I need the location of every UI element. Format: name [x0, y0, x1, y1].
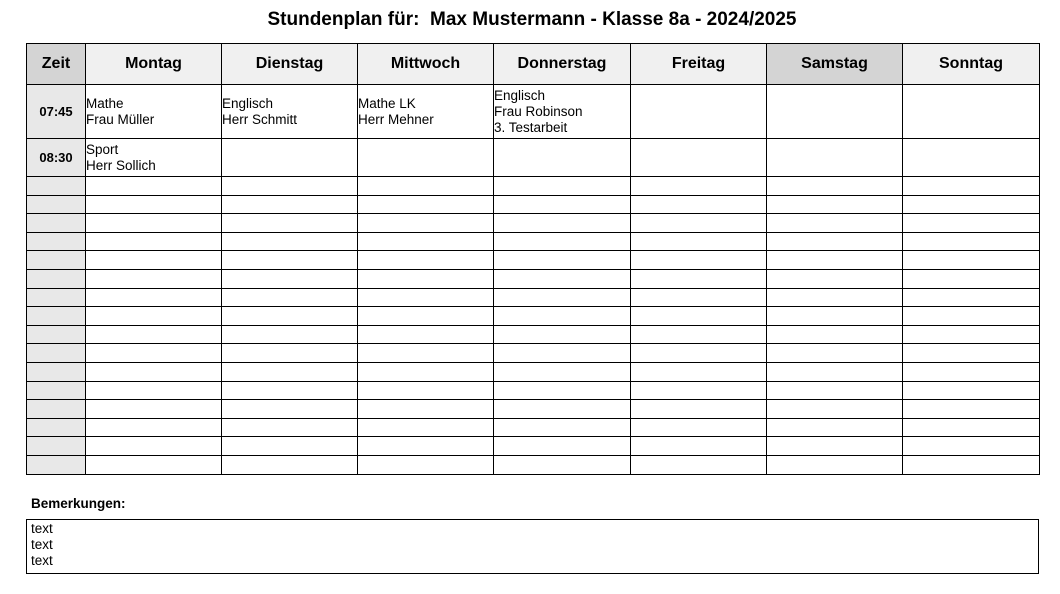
lesson-cell[interactable]	[631, 455, 767, 474]
lesson-cell[interactable]	[767, 344, 903, 363]
lesson-cell[interactable]	[767, 251, 903, 270]
lesson-cell[interactable]	[631, 307, 767, 326]
table-row	[27, 85, 1040, 139]
lesson-cell[interactable]	[903, 269, 1040, 288]
time-cell	[27, 269, 86, 288]
remarks-box[interactable]	[26, 519, 1039, 574]
lesson-cell[interactable]	[767, 418, 903, 437]
lesson-cell[interactable]	[358, 437, 494, 456]
lesson-cell[interactable]	[222, 400, 358, 419]
lesson-cell[interactable]	[631, 418, 767, 437]
lesson-cell[interactable]	[631, 251, 767, 270]
lesson-cell[interactable]	[358, 307, 494, 326]
remarks-line: text	[31, 521, 53, 536]
lesson-cell[interactable]	[767, 362, 903, 381]
lesson-cell[interactable]	[86, 381, 222, 400]
lesson-cell[interactable]	[767, 177, 903, 196]
lesson-cell[interactable]	[86, 307, 222, 326]
time-cell	[27, 400, 86, 419]
table-row	[27, 362, 1040, 381]
time-cell	[27, 251, 86, 270]
lesson-cell[interactable]	[494, 195, 631, 214]
time-cell	[27, 288, 86, 307]
lesson-cell[interactable]	[631, 288, 767, 307]
lesson-cell[interactable]	[903, 195, 1040, 214]
lesson-cell[interactable]	[494, 381, 631, 400]
lesson-cell[interactable]	[358, 251, 494, 270]
lesson-line: Englisch	[222, 95, 274, 111]
lesson-cell[interactable]	[222, 418, 358, 437]
lesson-cell[interactable]	[767, 381, 903, 400]
time-cell	[27, 214, 86, 233]
lesson-cell[interactable]	[222, 362, 358, 381]
lesson-cell[interactable]	[86, 288, 222, 307]
lesson-cell[interactable]	[86, 344, 222, 363]
table-row	[27, 251, 1040, 270]
lesson-cell[interactable]	[767, 232, 903, 251]
time-cell	[27, 362, 86, 381]
time-cell: 07:45	[27, 85, 86, 139]
time-cell	[27, 232, 86, 251]
lesson-cell[interactable]	[358, 269, 494, 288]
timetable	[26, 43, 1040, 475]
lesson-cell[interactable]	[222, 195, 358, 214]
time-cell	[27, 195, 86, 214]
lesson-cell[interactable]	[222, 344, 358, 363]
lesson-cell[interactable]	[358, 85, 494, 139]
lesson-cell[interactable]	[631, 325, 767, 344]
time-cell	[27, 307, 86, 326]
lesson-cell[interactable]	[903, 232, 1040, 251]
lesson-cell[interactable]	[86, 177, 222, 196]
table-row	[27, 344, 1040, 363]
lesson-cell[interactable]	[494, 232, 631, 251]
column-header-dienstag: Dienstag	[222, 44, 358, 85]
lesson-cell[interactable]	[358, 139, 494, 177]
lesson-cell[interactable]	[358, 418, 494, 437]
table-row	[27, 195, 1040, 214]
lesson-cell[interactable]	[767, 307, 903, 326]
column-header-montag: Montag	[86, 44, 222, 85]
timetable-body	[27, 85, 1040, 475]
lesson-cell[interactable]	[903, 437, 1040, 456]
lesson-cell[interactable]	[86, 195, 222, 214]
lesson-cell[interactable]	[631, 195, 767, 214]
table-row	[27, 232, 1040, 251]
lesson-cell[interactable]	[222, 214, 358, 233]
lesson-cell[interactable]	[494, 85, 631, 139]
lesson-cell[interactable]	[903, 362, 1040, 381]
lesson-line: Frau Müller	[86, 111, 155, 127]
table-row	[27, 325, 1040, 344]
lesson-cell[interactable]	[903, 251, 1040, 270]
column-header-zeit: Zeit	[27, 44, 86, 85]
column-header-donnerstag: Donnerstag	[494, 44, 631, 85]
lesson-cell[interactable]	[903, 344, 1040, 363]
lesson-line: Sport	[86, 141, 119, 157]
lesson-cell[interactable]	[631, 85, 767, 139]
lesson-cell[interactable]	[767, 400, 903, 419]
table-row	[27, 269, 1040, 288]
time-cell	[27, 344, 86, 363]
lesson-cell[interactable]	[494, 455, 631, 474]
lesson-cell[interactable]	[903, 455, 1040, 474]
lesson-cell[interactable]	[631, 362, 767, 381]
lesson-cell[interactable]	[358, 288, 494, 307]
lesson-cell[interactable]	[222, 139, 358, 177]
lesson-cell[interactable]	[494, 251, 631, 270]
lesson-cell[interactable]	[222, 232, 358, 251]
table-row	[27, 139, 1040, 177]
lesson-cell[interactable]	[222, 85, 358, 139]
lesson-cell[interactable]	[222, 269, 358, 288]
lesson-cell[interactable]	[222, 437, 358, 456]
lesson-cell[interactable]	[222, 251, 358, 270]
lesson-cell[interactable]	[358, 362, 494, 381]
lesson-cell[interactable]	[631, 139, 767, 177]
lesson-cell[interactable]	[903, 381, 1040, 400]
lesson-cell[interactable]	[494, 400, 631, 419]
lesson-cell[interactable]	[631, 177, 767, 196]
column-header-sonntag: Sonntag	[903, 44, 1040, 85]
lesson-cell[interactable]	[86, 455, 222, 474]
lesson-cell[interactable]	[494, 325, 631, 344]
time-cell	[27, 325, 86, 344]
time-cell: 08:30	[27, 139, 86, 177]
remarks-label: Bemerkungen:	[31, 496, 126, 511]
column-header-freitag: Freitag	[631, 44, 767, 85]
lesson-cell[interactable]	[767, 288, 903, 307]
lesson-cell[interactable]	[767, 214, 903, 233]
lesson-cell[interactable]	[222, 288, 358, 307]
column-header-mittwoch: Mittwoch	[358, 44, 494, 85]
lesson-cell[interactable]	[358, 344, 494, 363]
lesson-cell[interactable]	[494, 362, 631, 381]
lesson-cell[interactable]	[494, 177, 631, 196]
lesson-cell[interactable]	[86, 85, 222, 139]
lesson-cell[interactable]	[358, 325, 494, 344]
lesson-cell[interactable]	[767, 325, 903, 344]
lesson-cell[interactable]	[86, 251, 222, 270]
lesson-cell[interactable]	[358, 381, 494, 400]
lesson-line: Frau Robinson	[494, 103, 583, 119]
time-cell	[27, 418, 86, 437]
remarks-line: text	[31, 537, 53, 552]
table-row	[27, 418, 1040, 437]
remarks-line: text	[31, 553, 53, 568]
lesson-cell[interactable]	[631, 214, 767, 233]
lesson-cell[interactable]	[494, 288, 631, 307]
lesson-cell[interactable]	[903, 214, 1040, 233]
lesson-cell[interactable]	[222, 307, 358, 326]
time-cell	[27, 455, 86, 474]
lesson-cell[interactable]	[86, 362, 222, 381]
lesson-line: Herr Sollich	[86, 157, 156, 173]
lesson-cell[interactable]	[86, 232, 222, 251]
lesson-cell[interactable]	[86, 139, 222, 177]
lesson-cell[interactable]	[631, 344, 767, 363]
lesson-cell[interactable]	[86, 214, 222, 233]
table-row	[27, 288, 1040, 307]
table-row	[27, 437, 1040, 456]
lesson-cell[interactable]	[903, 288, 1040, 307]
time-cell	[27, 177, 86, 196]
lesson-cell[interactable]	[86, 325, 222, 344]
lesson-cell[interactable]	[767, 139, 903, 177]
lesson-cell[interactable]	[494, 437, 631, 456]
lesson-cell[interactable]	[86, 437, 222, 456]
lesson-cell[interactable]	[903, 177, 1040, 196]
table-row	[27, 214, 1040, 233]
lesson-cell[interactable]	[358, 400, 494, 419]
table-row	[27, 400, 1040, 419]
lesson-cell[interactable]	[358, 214, 494, 233]
time-cell	[27, 437, 86, 456]
lesson-cell[interactable]	[494, 269, 631, 288]
table-row	[27, 177, 1040, 196]
lesson-cell[interactable]	[767, 195, 903, 214]
table-row	[27, 455, 1040, 474]
lesson-cell[interactable]	[494, 344, 631, 363]
table-row	[27, 307, 1040, 326]
lesson-cell[interactable]	[903, 139, 1040, 177]
lesson-cell[interactable]	[903, 307, 1040, 326]
lesson-cell[interactable]	[358, 177, 494, 196]
lesson-cell[interactable]	[631, 437, 767, 456]
page-title: Stundenplan für: Max Mustermann - Klasse 8a - 2024/2025	[267, 9, 797, 30]
header-row	[27, 44, 1040, 85]
lesson-cell[interactable]	[767, 269, 903, 288]
lesson-cell[interactable]	[767, 85, 903, 139]
lesson-cell[interactable]	[903, 418, 1040, 437]
table-row	[27, 381, 1040, 400]
lesson-cell[interactable]	[903, 400, 1040, 419]
lesson-cell[interactable]	[631, 381, 767, 400]
lesson-cell[interactable]	[222, 325, 358, 344]
lesson-line: Mathe LK	[358, 95, 416, 111]
lesson-cell[interactable]	[494, 307, 631, 326]
lesson-cell[interactable]	[86, 418, 222, 437]
lesson-cell[interactable]	[494, 418, 631, 437]
lesson-line: Mathe	[86, 95, 124, 111]
lesson-cell[interactable]	[631, 232, 767, 251]
lesson-line: Herr Mehner	[358, 111, 434, 127]
lesson-cell[interactable]	[903, 85, 1040, 139]
lesson-line: Englisch	[494, 87, 546, 103]
lesson-cell[interactable]	[222, 455, 358, 474]
lesson-line: 3. Testarbeit	[494, 119, 568, 135]
lesson-cell[interactable]	[767, 455, 903, 474]
lesson-cell[interactable]	[494, 214, 631, 233]
lesson-cell[interactable]	[631, 269, 767, 288]
lesson-line: Herr Schmitt	[222, 111, 298, 127]
lesson-cell[interactable]	[358, 455, 494, 474]
time-cell	[27, 381, 86, 400]
column-header-samstag: Samstag	[767, 44, 903, 85]
lesson-cell[interactable]	[631, 400, 767, 419]
lesson-cell[interactable]	[86, 400, 222, 419]
lesson-cell[interactable]	[222, 381, 358, 400]
lesson-cell[interactable]	[767, 437, 903, 456]
lesson-cell[interactable]	[494, 139, 631, 177]
lesson-cell[interactable]	[222, 177, 358, 196]
lesson-cell[interactable]	[358, 195, 494, 214]
lesson-cell[interactable]	[86, 269, 222, 288]
lesson-cell[interactable]	[358, 232, 494, 251]
lesson-cell[interactable]	[903, 325, 1040, 344]
